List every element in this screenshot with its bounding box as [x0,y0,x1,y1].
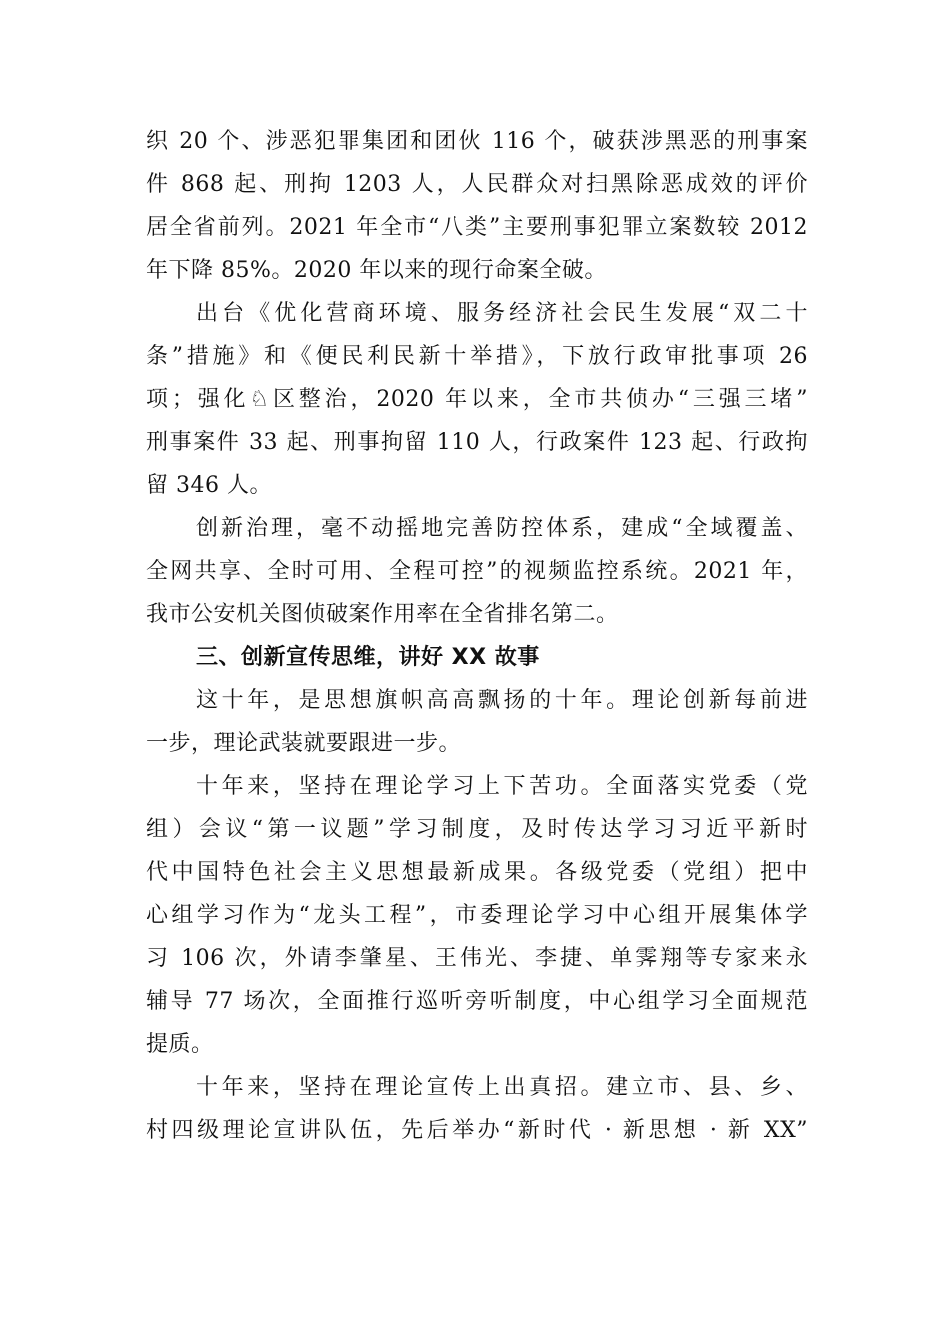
text-line: 辅导 77 场次，全面推行巡听旁听制度，中心组学习全面规范 [146,989,808,1014]
paragraph-6 [146,1066,808,1152]
text-line: 创新治理，毫不动摇地完善防控体系，建成“全域覆盖、 [196,516,808,541]
text-line: 留 346 人。 [146,473,272,498]
text-line: 我市公安机关图侦破案作用率在全省排名第二。 [146,602,619,627]
text-line: 这十年，是思想旗帜高高飘扬的十年。理论创新每前进 [196,688,808,713]
paragraph-4 [146,679,808,765]
text-line: 条”措施》和《便民利民新十举措》，下放行政审批事项 26 [146,344,808,369]
section-heading [146,636,808,679]
paragraph-2 [146,292,808,507]
paragraph-5 [146,765,808,1066]
text-line: 十年来，坚持在理论学习上下苦功。全面落实党委（党 [196,774,808,799]
text-line: 刑事案件 33 起、刑事拘留 110 人，行政案件 123 起、行政拘 [146,430,808,455]
text-line: 心组学习作为“龙头工程”，市委理论学习中心组开展集体学 [146,903,808,928]
text-line: 提质。 [146,1032,214,1057]
document-page [146,120,808,1152]
text-line: 居全省前列。2021 年全市“八类”主要刑事犯罪立案数较 2012 [146,215,808,240]
paragraph-3 [146,507,808,636]
text-line: 出台《优化营商环境、服务经济社会民生发展“双二十 [196,301,808,326]
text-line: 村四级理论宣讲队伍，先后举办“新时代 · 新思想 · 新 XX” [146,1118,808,1143]
paragraph-1 [146,120,808,292]
text-line: 项；强化♘区整治，2020 年以来，全市共侦办“三强三堵” [146,387,808,412]
text-line: 代中国特色社会主义思想最新成果。各级党委（党组）把中 [146,860,808,885]
heading-text: 三、创新宣传思维，讲好 XX 故事 [196,645,540,670]
text-line: 件 868 起、刑拘 1203 人，人民群众对扫黑除恶成效的评价 [146,172,808,197]
text-line: 十年来，坚持在理论宣传上出真招。建立市、县、乡、 [196,1075,808,1100]
text-line: 全网共享、全时可用、全程可控”的视频监控系统。2021 年， [146,559,808,584]
text-line: 一步，理论武装就要跟进一步。 [146,731,462,756]
text-line: 组）会议“第一议题”学习制度，及时传达学习习近平新时 [146,817,808,842]
text-line: 习 106 次，外请李肇星、王伟光、李捷、单霁翔等专家来永 [146,946,808,971]
text-line: 年下降 85%。2020 年以来的现行命案全破。 [146,258,607,283]
text-line: 织 20 个、涉恶犯罪集团和团伙 116 个，破获涉黑恶的刑事案 [146,129,808,154]
